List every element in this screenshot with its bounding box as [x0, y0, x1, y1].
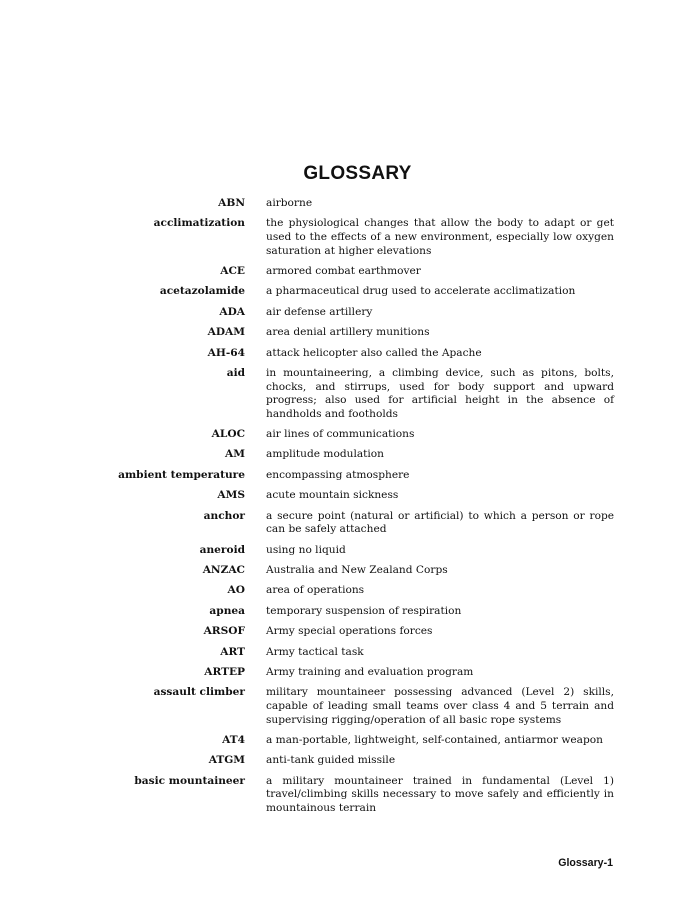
glossary-term: ACE [220, 264, 245, 277]
glossary-entry [0, 265, 695, 279]
glossary-definition: Army tactical task [266, 645, 364, 658]
glossary-entry [0, 686, 695, 727]
glossary-entry [0, 217, 695, 258]
glossary-term: AMS [217, 489, 245, 502]
glossary-term: AM [225, 448, 245, 461]
glossary-definition: armored combat earthmover [266, 264, 421, 277]
glossary-entry [0, 347, 695, 361]
glossary-definition: attack helicopter also called the Apache [266, 346, 482, 359]
glossary-definition: temporary suspension of respiration [266, 604, 462, 617]
glossary-term: basic mountaineer [134, 774, 245, 787]
glossary-entry [0, 754, 695, 768]
glossary-definition: military mountaineer possessing advanced (Level 2) skills, capable of leading small teams over class 4 and 5 terrain and supervising rigging/operation of all basic rope systems [266, 686, 614, 726]
glossary-term: ATGM [208, 754, 245, 767]
glossary-entry [0, 564, 695, 578]
page-title: GLOSSARY [303, 163, 412, 184]
glossary-term: ambient temperature [118, 468, 245, 481]
glossary-term: acetazolamide [159, 285, 245, 298]
glossary-definition: encompassing atmosphere [266, 468, 410, 481]
glossary-definition: a man-portable, lightweight, self-contained, antiarmor weapon [266, 733, 603, 746]
glossary-term: acclimatization [153, 217, 245, 230]
glossary-entry [0, 605, 695, 619]
glossary-entry [0, 469, 695, 483]
glossary-term: ARSOF [203, 625, 245, 638]
glossary-definition: acute mountain sickness [266, 489, 399, 502]
glossary-list [0, 197, 695, 822]
glossary-term: AH-64 [207, 346, 245, 359]
glossary-definition: using no liquid [266, 543, 346, 556]
glossary-entry [0, 448, 695, 462]
glossary-definition: Australia and New Zealand Corps [266, 564, 448, 577]
glossary-definition: Army special operations forces [266, 625, 433, 638]
glossary-term: aneroid [199, 543, 245, 556]
glossary-entry [0, 510, 695, 537]
glossary-entry [0, 197, 695, 211]
glossary-definition: airborne [266, 197, 313, 209]
glossary-term: ART [220, 645, 245, 658]
glossary-definition: a pharmaceutical drug used to accelerate acclimatization [266, 285, 576, 298]
glossary-term: aid [226, 366, 245, 379]
glossary-term: ADAM [207, 326, 245, 339]
glossary-term: ALOC [211, 428, 245, 441]
glossary-entry [0, 734, 695, 748]
page-footer: Glossary-1 [558, 857, 613, 869]
glossary-term: AT4 [222, 733, 245, 746]
glossary-definition: a secure point (natural or artificial) to which a person or rope can be safely attached [266, 509, 614, 536]
glossary-definition: Army training and evaluation program [266, 665, 474, 678]
glossary-definition: air lines of communications [266, 428, 415, 441]
glossary-entry [0, 775, 695, 816]
glossary-entry [0, 428, 695, 442]
glossary-definition: air defense artillery [266, 305, 373, 318]
glossary-entry [0, 584, 695, 598]
glossary-definition: area of operations [266, 584, 365, 597]
glossary-entry [0, 285, 695, 299]
glossary-term: ANZAC [202, 564, 245, 577]
glossary-entry [0, 326, 695, 340]
glossary-definition: anti-tank guided missile [266, 754, 396, 767]
glossary-entry [0, 625, 695, 639]
glossary-definition: the physiological changes that allow the body to adapt or get used to the effects of a new environment, especially low oxygen saturation at higher elevations [266, 217, 614, 257]
glossary-term: ARTEP [204, 665, 245, 678]
glossary-term: AO [227, 584, 245, 597]
glossary-definition: in mountaineering, a climbing device, such as pitons, bolts, chocks, and stirrups, used for body support and upward progress; also used for artificial height in the absence of handholds and footholds [266, 366, 614, 420]
glossary-definition: a military mountaineer trained in fundamental (Level 1) travel/climbing skills necessary to move safely and efficiently in mountainous terrain [266, 774, 614, 814]
glossary-entry [0, 489, 695, 503]
glossary-term: ABN [218, 197, 245, 209]
glossary-definition: amplitude modulation [266, 448, 384, 461]
glossary-entry [0, 306, 695, 320]
glossary-entry [0, 666, 695, 680]
glossary-term: assault climber [153, 686, 245, 699]
glossary-term: ADA [219, 305, 245, 318]
glossary-entry [0, 544, 695, 558]
glossary-definition: area denial artillery munitions [266, 326, 430, 339]
glossary-entry [0, 646, 695, 660]
glossary-entry [0, 367, 695, 421]
glossary-term: apnea [209, 604, 245, 617]
glossary-term: anchor [203, 509, 245, 522]
